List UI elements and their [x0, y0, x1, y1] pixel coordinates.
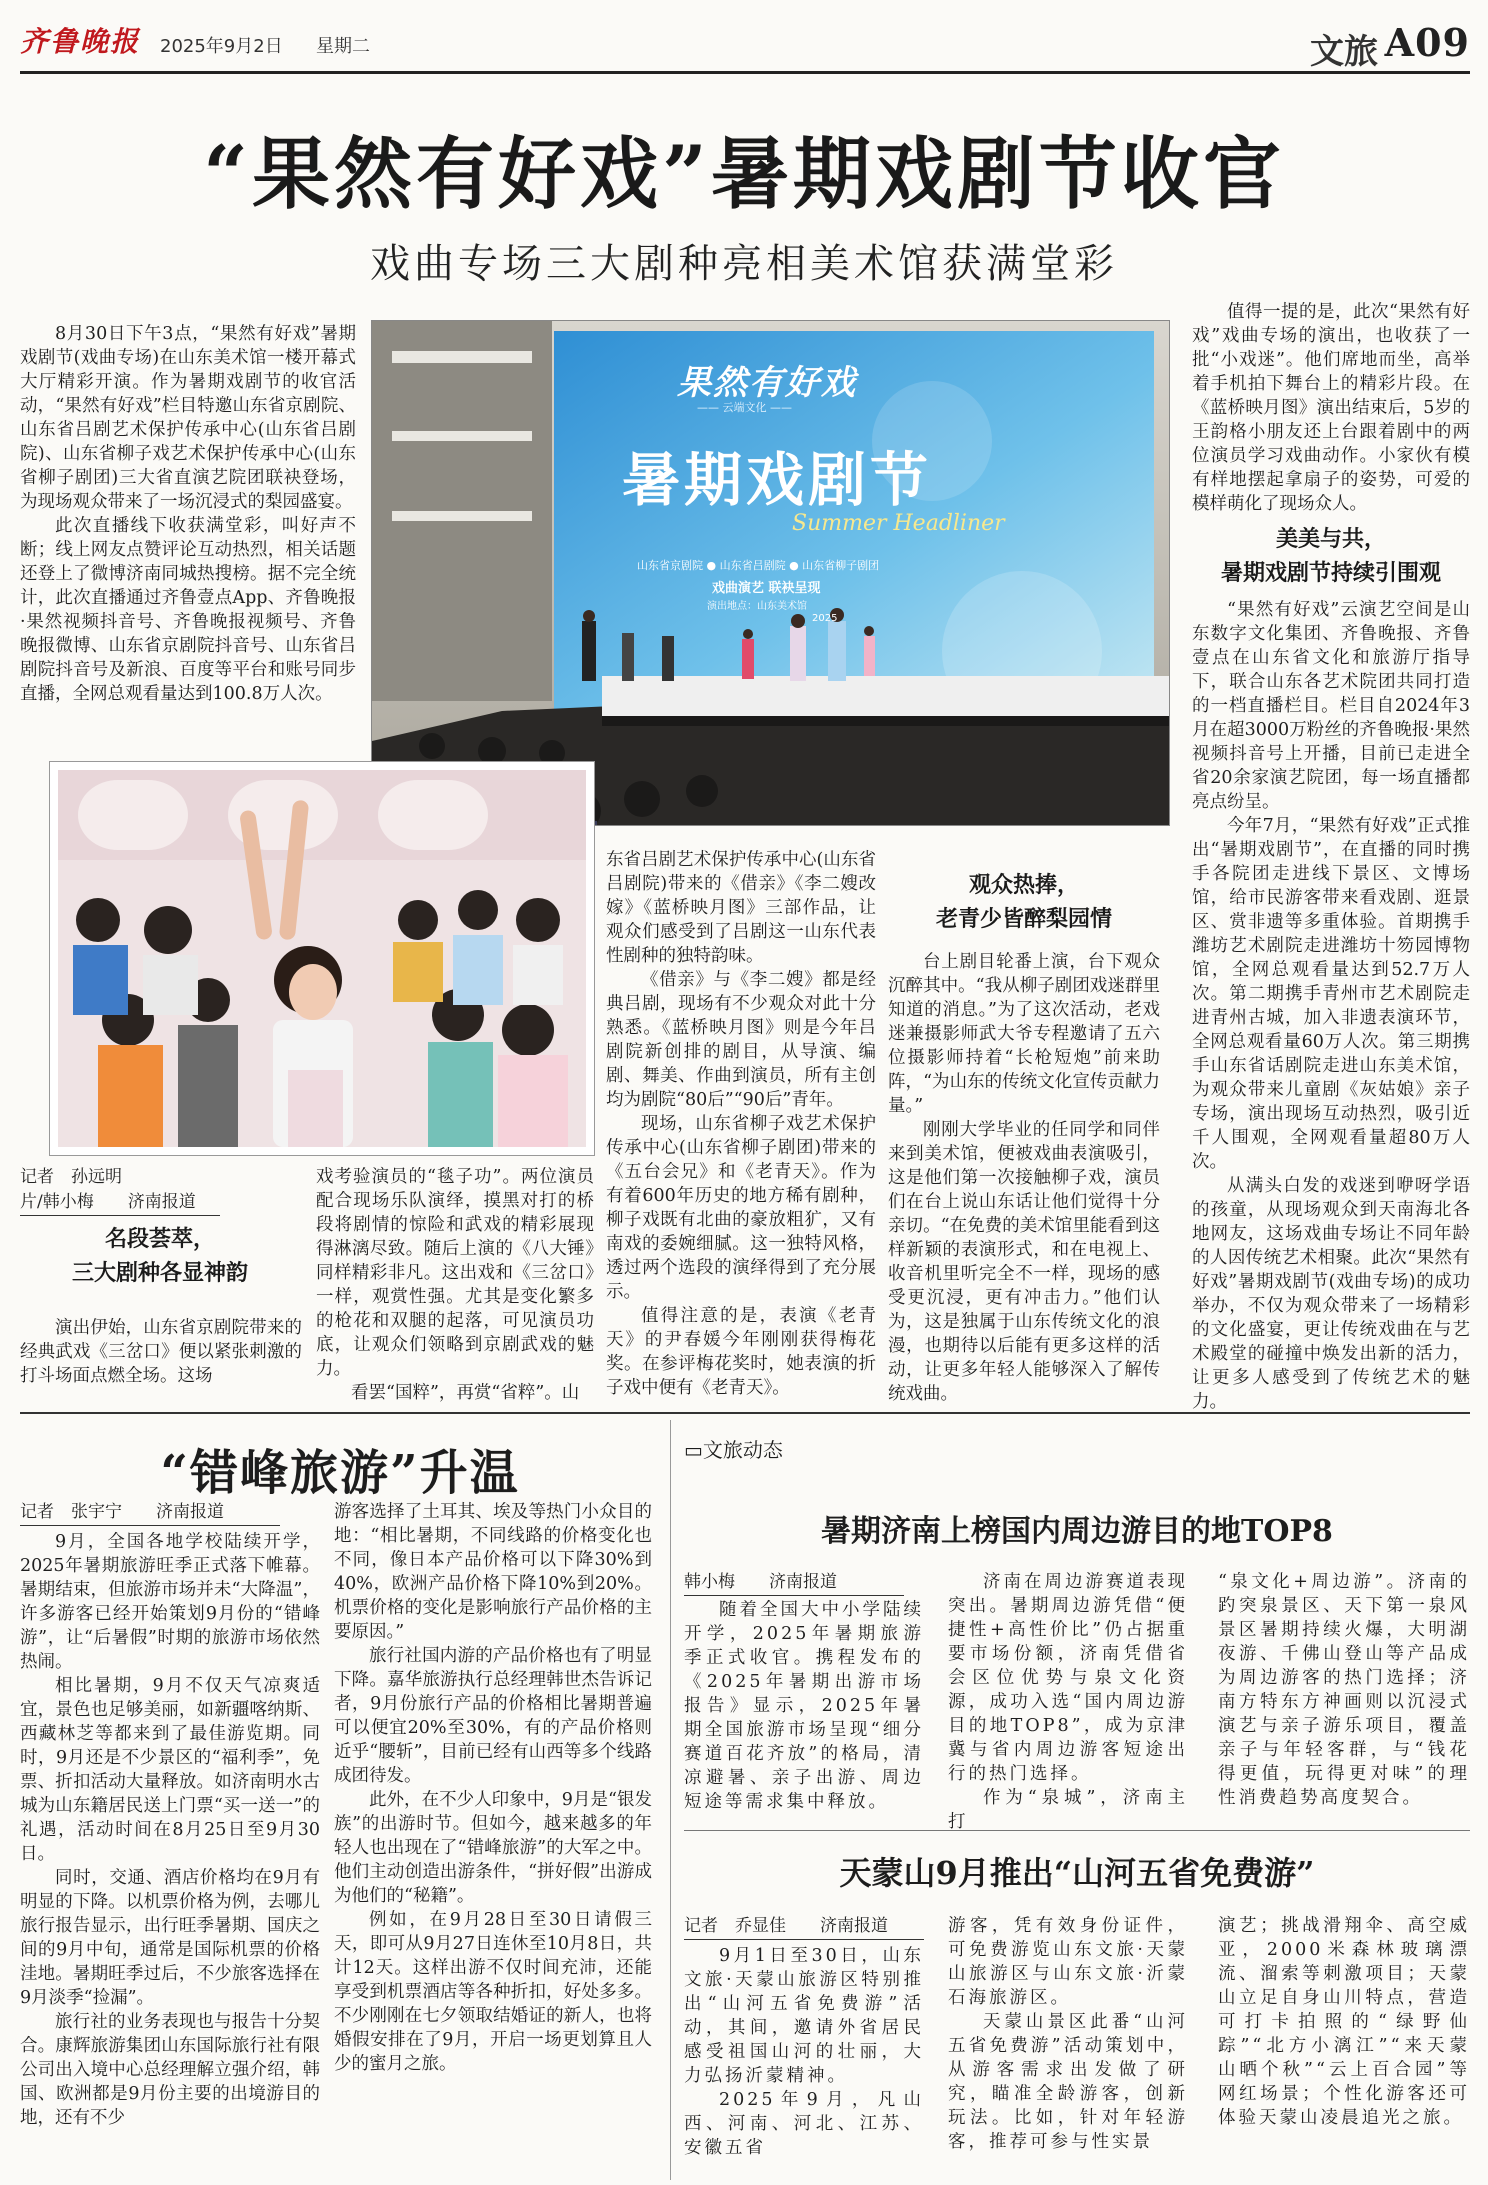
mengshan-column-1: [684, 1944, 924, 2160]
column-divider: [670, 1420, 671, 2180]
main-column-1-bottom: [20, 1316, 302, 1388]
subtitle-line: 观众热捧，: [968, 872, 1079, 898]
mengshan-headline: 天蒙山9月推出“山河五省免费游”: [839, 1854, 1315, 1892]
main-column-5-top: [1192, 300, 1470, 516]
screen-title: 暑期戏剧节: [622, 446, 933, 514]
mengshan-column-3: [1218, 1914, 1470, 2130]
paragraph: 东省吕剧艺术保护传承中心(山东省吕剧院)带来的《借亲》《李二嫂改嫁》《蓝桥映月图》三部作品，让观众们感受到了吕剧这一山东代表性剧种的独特韵味。: [606, 850, 876, 966]
paragraph: 同时，交通、酒店价格均在9月有明显的下降。以机票价格为例，去哪儿旅行报告显示，出行旺季暑期、国庆之间的9月中旬，通常是国际机票的价格洼地。暑期旺季过后，不少旅客选择在9月淡季“捡漏”。: [20, 1868, 320, 2008]
screen-logo: 果然有好戏: [677, 363, 857, 403]
paragraph: 作为“泉城”，济南主打: [948, 1788, 1188, 1832]
main-column-4: [888, 950, 1160, 1406]
screen-slogan: 戏曲演艺 联袂呈现: [712, 581, 821, 596]
mengshan-byline: 记者 乔显佳 济南报道: [684, 1914, 924, 1940]
paragraph: 演艺；挑战滑翔伞、高空威亚，2000米森林玻璃漂流、溜索等刺激项目；天蒙山立足自身山川特点，营造可打卡拍照的“绿野仙踪”“北方小漓江”“来天蒙山晒个秋”“云上百合园”等网红场景；个性化游客还可体验天蒙山凌晨追光之旅。: [1218, 1916, 1470, 2128]
paragraph: 例如，在9月28日至30日请假三天，即可从9月27日连休至10月8日，共计12天。这样出游不仅时间充沛，还能享受到机票酒店等各种折扣，好处多多。不少刚刚在七夕领取结婚证的新人，也将婚假安排在了9月，开启一场更划算且人少的蜜月之旅。: [334, 1910, 652, 2074]
subtitle-3: [1192, 522, 1470, 590]
screen-logo-sub: —— 云端文化 ——: [697, 401, 792, 414]
paragraph: 相比暑期，9月不仅天气凉爽适宜，景色也足够美丽，如新疆喀纳斯、西藏林芝等都来到了最佳游览期。同时，9月还是不少景区的“福利季”，免票、折扣活动大量释放。如济南明水古城为山东籍居民送上门票“买一送一”的礼遇，活动时间在8月25日至9月30日。: [20, 1676, 320, 1864]
main-column-3: [606, 848, 876, 1400]
paragraph: 看罢“国粹”，再赏“省粹”。山: [351, 1383, 580, 1403]
main-column-5: [1192, 598, 1470, 1414]
top8-headline: 暑期济南上榜国内周边游目的地TOP8: [821, 1514, 1333, 1549]
paragraph: 9月，全国各地学校陆续开学，2025年暑期旅游旺季正式落下帷幕。暑期结束，但旅游市场并未“大降温”，许多游客已经开始策划9月份的“错峰游”，让“后暑假”时期的旅游市场依然热闹。: [20, 1532, 320, 1672]
issue-weekday: 星期二: [316, 36, 370, 57]
top8-column-2: [948, 1570, 1188, 1834]
paragraph: 从满头白发的戏迷到咿呀学语的孩童，从现场观众到天南海北各地网友，这场戏曲专场让不同年龄的人因传统艺术相聚。此次“果然有好戏”暑期戏剧节(戏曲专场)的成功举办，不仅为观众带来了一场精彩的文化盛宴，更让传统戏曲在与艺术殿堂的碰撞中焕发出新的活力，让更多人感受到了传统艺术的魅力。: [1192, 1176, 1470, 1412]
tourism-headline: “错峰旅游”升温: [160, 1445, 520, 1501]
paragraph: 2025年9月，凡山西、河南、河北、江苏、安徽五省: [684, 2090, 924, 2158]
screen-title-en: Summer Headliner: [792, 511, 1005, 536]
top8-column-1: [684, 1598, 924, 1814]
main-column-1: [20, 322, 356, 706]
paragraph: 戏考验演员的“毯子功”。两位演员配合现场乐队演绎，摸黑对打的桥段将剧情的惊险和武戏的精彩展现得淋漓尽致。随后上演的《八大锤》同样精彩非凡。这出戏和《三岔口》一样，观赏性强。尤其是变化繁多的枪花和双腿的起落，可见演员功底，让观众们领略到京剧武戏的魅力。: [316, 1167, 594, 1379]
masthead: [20, 18, 1470, 74]
stage-photo: [371, 320, 1170, 826]
audience-photo: [50, 762, 594, 1155]
paragraph: 旅行社的业务表现也与报告十分契合。康辉旅游集团山东国际旅行社有限公司出入境中心总经理解立强介绍，韩国、欧洲都是9月份主要的出境游目的地，还有不少: [20, 2012, 320, 2128]
tourism-byline: 记者 张宇宁 济南报道: [20, 1500, 280, 1526]
subtitle-line: 三大剧种各显神韵: [71, 1260, 248, 1286]
subtitle-line: 暑期戏剧节持续引围观: [1220, 560, 1441, 586]
photo-caption: [20, 1165, 220, 1216]
paragraph: 台上剧目轮番上演，台下观众沉醉其中。“我从柳子剧团戏迷群里知道的消息。”为了这次活动，老戏迷兼摄影师武大爷专程邀请了五六位摄影师持着“长枪短炮”前来助阵，“为山东的传统文化宣传贡献力量。”: [888, 952, 1160, 1116]
paragraph: 现场，山东省柳子戏艺术保护传承中心(山东省柳子剧团)带来的《五台会兄》和《老青天》。作为有着600年历史的地方稀有剧种，柳子戏既有北曲的豪放粗犷，又有南戏的委婉细腻。这一独特风格，透过两个选段的演绎得到了充分展示。: [606, 1114, 876, 1302]
tourism-column-2: [334, 1500, 652, 2076]
page-number: A09: [1384, 20, 1470, 65]
page-subhead: 戏曲专场三大剧种亮相美术馆获满堂彩: [370, 241, 1118, 287]
top8-byline: 韩小梅 济南报道: [684, 1570, 904, 1596]
paragraph: 《借亲》与《李二嫂》都是经典吕剧，现场有不少观众对此十分熟悉。《蓝桥映月图》则是今年吕剧院新创排的剧目，从导演、编剧、舞美、作曲到演员，所有主创均为剧院“80后”“90后”青年。: [606, 970, 876, 1110]
paper-name: 齐鲁晚报: [20, 25, 141, 58]
top8-column-3: [1218, 1570, 1470, 1810]
paragraph: 演出伊始，山东省京剧院带来的经典武戏《三岔口》便以紧张刺激的打斗场面点燃全场。这场: [20, 1318, 302, 1386]
paragraph: 旅行社国内游的产品价格也有了明显下降。嘉华旅游执行总经理韩世杰告诉记者，9月份旅行产品的价格相比暑期普遍可以便宜20%至30%，有的产品价格则近乎“腰斩”，目前已经有山西等多个线路成团待发。: [334, 1646, 652, 1786]
paragraph: 天蒙山景区此番“山河五省免费游”活动策划中，从游客需求出发做了研究，瞄准全龄游客，创新玩法。比如，针对年轻游客，推荐可参与性实景: [948, 2012, 1188, 2152]
subtitle-line: 美美与共，: [1275, 526, 1386, 552]
paragraph: 此次直播线下收获满堂彩，叫好声不断；线上网友点赞评论互动热烈，相关话题还登上了微博济南同城热搜榜。据不完全统计，此次直播通过齐鲁壹点App、齐鲁晚报·果然视频抖音号、齐鲁晚报视频号、齐鲁晚报微博、山东省京剧院抖音号、山东省吕剧院抖音号及新浪、百度等平台和账号同步直播，全网总观看量达到100.8万人次。: [20, 516, 356, 704]
news-tag-label: 文旅动态: [702, 1438, 783, 1462]
subtitle-line: 老青少皆醉梨园情: [935, 906, 1112, 932]
paragraph: 游客，凭有效身份证件，可免费游览山东文旅·天蒙山旅游区与山东文旅·沂蒙石海旅游区。: [948, 1916, 1188, 2008]
subtitle-1: [20, 1222, 300, 1290]
screen-year: 2025: [812, 613, 838, 624]
screen-venue: 演出地点：山东美术馆: [707, 601, 807, 612]
audience-photo-illustration: [58, 770, 586, 1147]
paragraph: 随着全国大中小学陆续开学，2025年暑期旅游季正式收官。携程发布的《2025年暑期出游市场报告》显示，2025年暑期全国旅游市场呈现“细分赛道百花齐放”的格局，清凉避暑、亲子出游、周边短途等需求集中释放。: [684, 1600, 924, 1812]
paragraph: 值得注意的是，表演《老青天》的尹春媛今年刚刚获得梅花奖。在参评梅花奖时，她表演的折子戏中便有《老青天》。: [606, 1306, 876, 1398]
section-name: 文旅: [1310, 32, 1378, 72]
mengshan-column-2: [948, 1914, 1188, 2154]
paragraph: 今年7月，“果然有好戏”正式推出“暑期戏剧节”，在直播的同时携手各院团走进线下景区、文博场馆，给市民游客带来看戏剧、逛景区、赏非遗等多重体验。首期携手潍坊艺术剧院走进潍坊十笏园博物馆，全网总观看量达到52.7万人次。第二期携手青州市艺术剧院走进青州古城，加入非遗表演环节，全网总观看量60万人次。第三期携手山东省话剧院走进山东美术馆，为观众带来儿童剧《灰姑娘》亲子专场，演出现场互动热烈，吸引近千人围观，全网观看量超80万人次。: [1192, 816, 1470, 1172]
subtitle-2: [888, 868, 1160, 936]
paragraph: 济南在周边游赛道表现突出。暑期周边游凭借“便捷性+高性价比”仍占据重要市场份额，济南凭借省会区位优势与泉文化资源，成功入选“国内周边游目的地TOP8”，成为京津冀与省内周边游客短途出行的热门选择。: [948, 1572, 1188, 1784]
page-headline: “果然有好戏”暑期戏剧节收官: [203, 129, 1285, 220]
tourism-column-1: [20, 1530, 320, 2130]
section-divider: [20, 1412, 1470, 1414]
caption-reporter: 记者 孙远明: [20, 1167, 122, 1187]
paragraph: 游客选择了土耳其、埃及等热门小众目的地：“相比暑期，不同线路的价格变化也不同，像日本产品价格可以下降30%到40%，欧洲产品价格下降10%到20%。机票价格的变化是影响旅行产品价格的主要原因。”: [334, 1502, 652, 1642]
news-tag-icon: ▭: [684, 1438, 703, 1462]
news-tag: [684, 1434, 783, 1463]
main-column-2: [316, 1165, 594, 1405]
caption-photographer: 片/韩小梅 济南报道: [20, 1190, 220, 1216]
screen-organizers: 山东省京剧院 ● 山东省吕剧院 ● 山东省柳子剧团: [637, 559, 880, 572]
subtitle-line: 名段荟萃，: [104, 1226, 215, 1252]
paragraph: 刚刚大学毕业的任同学和同伴来到美术馆，便被戏曲表演吸引，这是他们第一次接触柳子戏，演员们在台上说山东话让他们觉得十分亲切。“在免费的美术馆里能看到这样新颖的表演形式，和在电视上、收音机里听完全不一样，现场的感受更沉浸，更有冲击力。”他们认为，这是独属于山东传统文化的浪漫，也期待以后能有更多这样的活动，让更多年轻人能够深入了解传统戏曲。: [888, 1120, 1160, 1404]
paragraph: 9月1日至30日，山东文旅·天蒙山旅游区特别推出“山河五省免费游”活动，其间，邀请外省居民感受祖国山河的壮丽，大力弘扬沂蒙精神。: [684, 1946, 924, 2086]
paragraph: 值得一提的是，此次“果然有好戏”戏曲专场的演出，也收获了一批“小戏迷”。他们席地而坐，高举着手机拍下舞台上的精彩片段。在《蓝桥映月图》演出结束后，5岁的王韵格小朋友还上台跟着剧中的两位演员学习戏曲动作。小家伙有模有样地摆起拿扇子的姿势，可爱的模样萌化了现场众人。: [1192, 302, 1470, 514]
paragraph: “泉文化+周边游”。济南的趵突泉景区、天下第一泉风景区暑期持续火爆，大明湖夜游、千佛山登山等产品成为周边游客的热门选择；济南方特东方神画则以沉浸式演艺与亲子游乐项目，覆盖亲子与年轻客群，与“钱花得更值，玩得更对味”的理性消费趋势高度契合。: [1218, 1572, 1470, 1808]
paragraph: 此外，在不少人印象中，9月是“银发族”的出游时节。但如今，越来越多的年轻人也出现在了“错峰旅游”的大军之中。他们主动创造出游条件，“拼好假”出游成为他们的“秘籍”。: [334, 1790, 652, 1906]
paragraph: “果然有好戏”云演艺空间是山东数字文化集团、齐鲁晚报、齐鲁壹点在山东省文化和旅游厅指导下，联合山东各艺术院团共同打造的一档直播栏目。栏目自2024年3月在超3000万粉丝的齐鲁晚报·果然视频抖音号上开播，目前已走进全省20余家演艺院团，每一场直播都亮点纷呈。: [1192, 600, 1470, 812]
news-divider: [684, 1830, 1470, 1831]
paragraph: 8月30日下午3点，“果然有好戏”暑期戏剧节(戏曲专场)在山东美术馆一楼开幕式大厅精彩开演。作为暑期戏剧节的收官活动，“果然有好戏”栏目特邀山东省京剧院、山东省吕剧艺术保护传承中心(山东省吕剧院)、山东省柳子戏艺术保护传承中心(山东省柳子剧团)三大省直演艺院团联袂登场，为现场观众带来了一场沉浸式的梨园盛宴。: [20, 324, 356, 512]
issue-date: 2025年9月2日: [160, 36, 283, 57]
